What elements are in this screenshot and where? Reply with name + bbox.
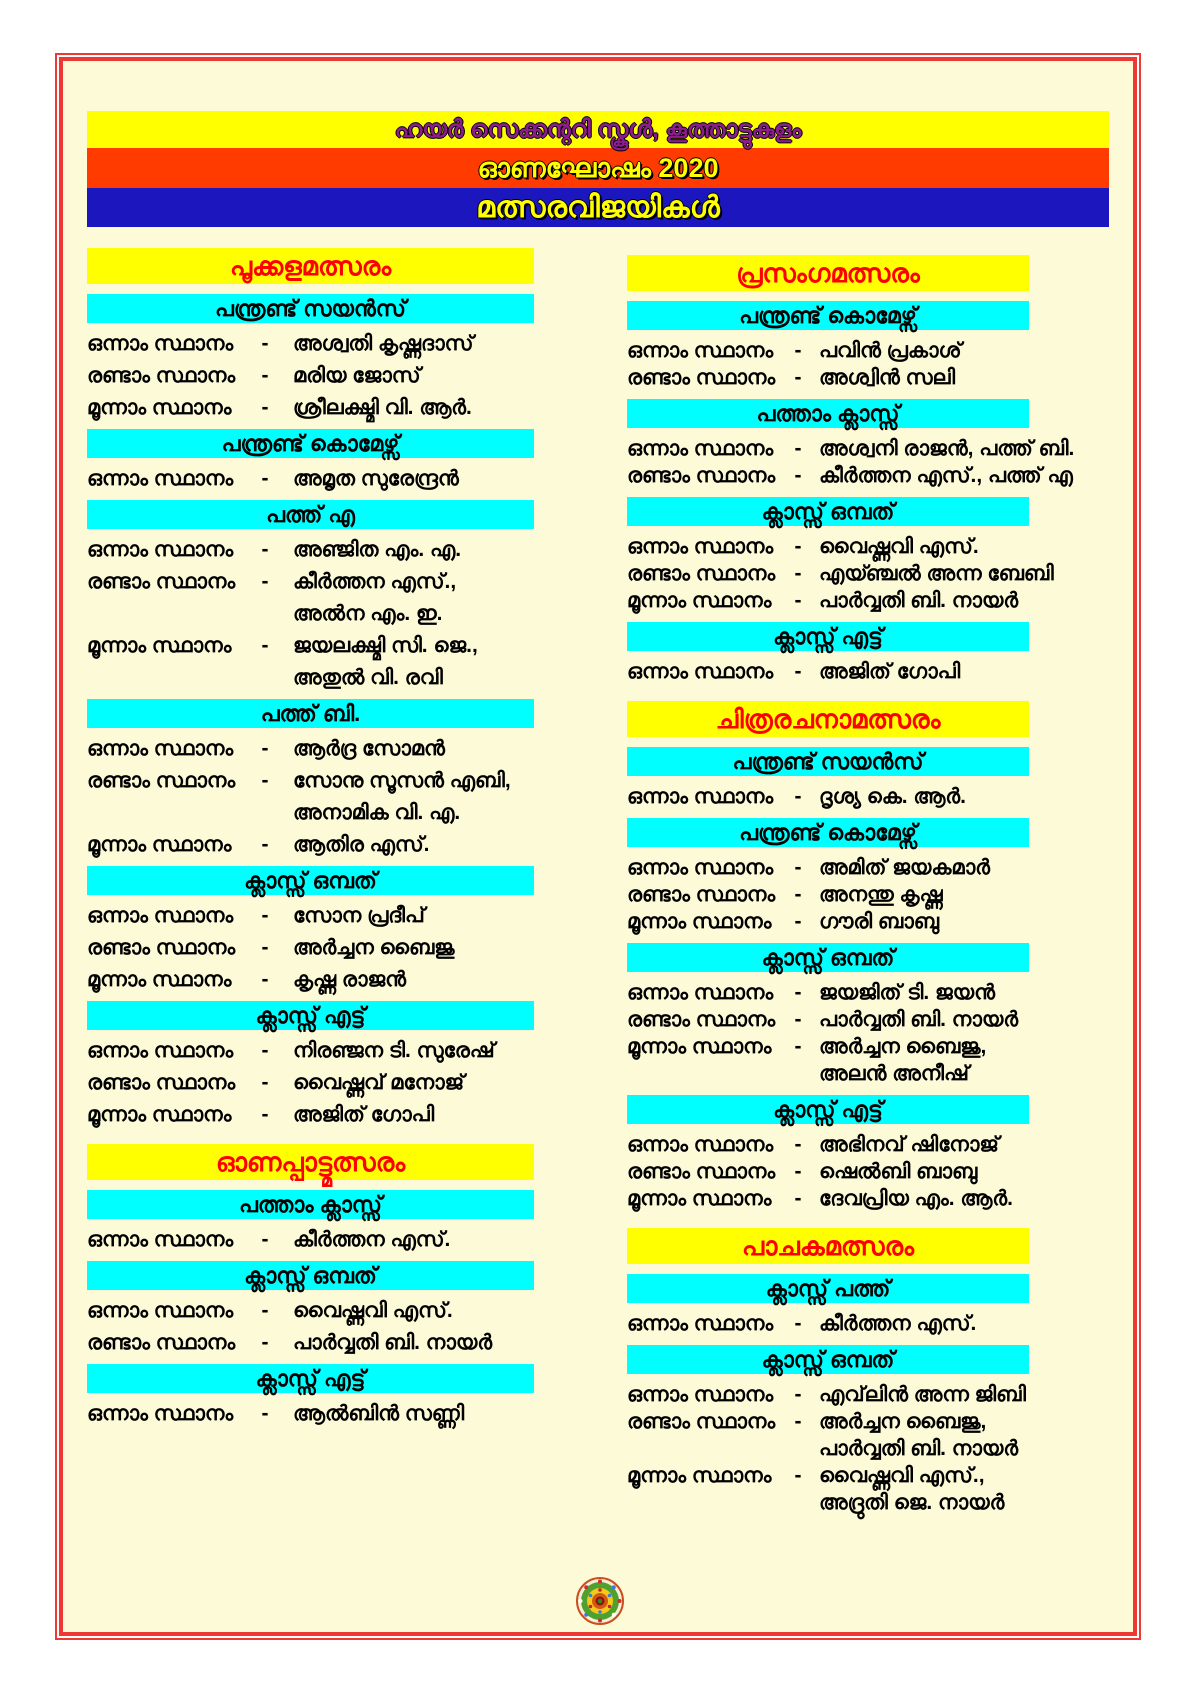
winner-names [819, 463, 1073, 489]
result-row [87, 466, 534, 492]
winner-name: വൈഷ്ണവി എസ്., [819, 1464, 985, 1487]
result-row [627, 784, 1029, 810]
result-row [627, 855, 1029, 881]
place-label: മൂന്നാം സ്ഥാനം [87, 833, 232, 856]
dash-separator: - [794, 1008, 802, 1031]
page-title-band [87, 188, 1109, 227]
place-label: രണ്ടാം സ്ഥാനം [627, 562, 776, 585]
place-label: രണ്ടാം സ്ഥാനം [627, 883, 776, 906]
dash-separator: - [794, 589, 802, 612]
dash-separator: - [794, 910, 802, 933]
place-label: ഒന്നാം സ്ഥാനം [627, 660, 774, 683]
winner-name: കൃഷ്ണ രാജൻ [293, 968, 407, 991]
class-group-header: ക്ലാസ്സ് ഒമ്പത് [627, 1345, 1029, 1374]
dash-separator: - [261, 1103, 269, 1126]
page-border [55, 53, 1141, 1640]
place-label: രണ്ടാം സ്ഥാനം [87, 364, 236, 387]
winner-names [819, 1159, 1029, 1185]
winner-names [293, 1038, 534, 1064]
result-row [87, 331, 534, 357]
winner-name: അലൻ അനീഷ് [819, 1062, 969, 1085]
dash-separator: - [794, 785, 802, 808]
class-group-header: പന്ത്രണ്ട് കൊമേഴ്സ് [627, 301, 1029, 330]
winner-names [819, 855, 1029, 881]
winner-name: വൈഷ്ണവി എസ്. [293, 1299, 453, 1322]
place-label: മൂന്നാം സ്ഥാനം [87, 1103, 232, 1126]
competition-section-title: പ്രസംഗമത്സരം [627, 255, 1029, 291]
winner-names [293, 1401, 534, 1427]
winner-names [819, 784, 1029, 810]
place-label: രണ്ടാം സ്ഥാനം [87, 1071, 236, 1094]
dash-separator: - [261, 904, 269, 927]
winner-name: അശ്വിൻ സലി [819, 366, 956, 389]
place-label: ഒന്നാം സ്ഥാനം [87, 1039, 234, 1062]
winner-names [293, 1227, 534, 1253]
place-label: മൂന്നാം സ്ഥാനം [87, 968, 232, 991]
result-row [627, 1463, 1029, 1516]
result-row [627, 980, 1029, 1006]
result-row [87, 1038, 534, 1064]
winner-names [293, 768, 534, 826]
dash-separator: - [261, 1039, 269, 1062]
winner-name: അദ്രുതി ജെ. നായർ [819, 1491, 1005, 1514]
competition-section-title: പാചകമത്സരം [627, 1228, 1029, 1264]
place-label: ഒന്നാം സ്ഥാനം [627, 437, 774, 460]
winner-name: ആർദ്ര സോമൻ [293, 737, 445, 760]
competition-section-title: ചിത്രരചനാമത്സരം [627, 701, 1029, 737]
page-title: മത്സരവിജയികൾ [476, 191, 720, 224]
winner-name: ആതിര എസ്. [293, 833, 430, 856]
place-label: മൂന്നാം സ്ഥാനം [87, 634, 232, 657]
class-group-header: പന്ത്രണ്ട് സയൻസ് [87, 294, 534, 323]
place-label: രണ്ടാം സ്ഥാനം [627, 1410, 776, 1433]
place-label: രണ്ടാം സ്ഥാനം [87, 769, 236, 792]
winner-names [293, 466, 534, 492]
winner-names [819, 588, 1029, 614]
winner-names [819, 1034, 1029, 1087]
winner-names [819, 1132, 1029, 1158]
winner-names [819, 1007, 1029, 1033]
dash-separator: - [794, 1035, 802, 1058]
result-row [87, 832, 534, 858]
place-label: ഒന്നാം സ്ഥാനം [627, 856, 774, 879]
class-group-header: ക്ലാസ്സ് ഒമ്പത് [87, 866, 534, 895]
dash-separator: - [794, 660, 802, 683]
winner-name: അജിത് ഗോപി [293, 1103, 435, 1126]
winner-name: അശ്വനി രാജൻ, പത്ത് ബി. [819, 437, 1075, 460]
winner-name: ശ്രീലക്ഷ്മി വി. ആർ. [293, 396, 472, 419]
winner-names [293, 331, 534, 357]
school-name-band [87, 111, 1109, 148]
place-label: ഒന്നാം സ്ഥാനം [87, 538, 234, 561]
dash-separator: - [794, 1160, 802, 1183]
winner-names [293, 569, 534, 627]
class-group-header: പന്ത്രണ്ട് സയൻസ് [627, 747, 1029, 776]
winner-names [819, 561, 1054, 587]
class-group-header: പത്ത് ബി. [87, 699, 534, 728]
class-group-header: പത്താം ക്ലാസ്സ് [87, 1190, 534, 1219]
winner-name: പാർവ്വതി ബി. നായർ [819, 1437, 1019, 1460]
winner-names [819, 882, 1029, 908]
winner-names [819, 659, 1029, 685]
winner-name: എയ്ഞ്ചൽ അന്ന ബേബി [819, 562, 1054, 585]
winner-name: പാർവ്വതി ബി. നായർ [819, 589, 1019, 612]
class-group-header: പത്ത് എ [87, 500, 534, 529]
result-row [627, 588, 1029, 614]
winner-name: ജയലക്ഷ്മി സി. ജെ., [293, 634, 478, 657]
dash-separator: - [794, 464, 802, 487]
place-label: രണ്ടാം സ്ഥാനം [627, 366, 776, 389]
class-group-header: ക്ലാസ്സ് എട്ട് [87, 1364, 534, 1393]
result-row [627, 436, 1075, 462]
place-label: ഒന്നാം സ്ഥാനം [627, 981, 774, 1004]
event-title-band [87, 148, 1109, 188]
result-row [627, 338, 1029, 364]
winner-names [819, 1409, 1029, 1462]
winner-names [819, 365, 1029, 391]
dash-separator: - [261, 1402, 269, 1425]
winner-name: അനന്തു കൃഷ്ണ [819, 883, 943, 906]
result-row [87, 736, 534, 762]
winner-name: പവിൻ പ്രകാശ് [819, 339, 962, 362]
result-row [627, 561, 1054, 587]
result-row [627, 365, 1029, 391]
winner-names [819, 909, 1029, 935]
dash-separator: - [261, 769, 269, 792]
dash-separator: - [794, 1383, 802, 1406]
class-group-header: ക്ലാസ്സ് ഒമ്പത് [627, 497, 1029, 526]
poster-page [59, 57, 1137, 1636]
result-row [627, 882, 1029, 908]
place-label: ഒന്നാം സ്ഥാനം [627, 1133, 774, 1156]
winner-names [819, 338, 1029, 364]
result-row [627, 534, 1029, 560]
dash-separator: - [261, 1299, 269, 1322]
result-row [627, 1409, 1029, 1462]
winner-name: ഷെൽബി ബാബു [819, 1160, 978, 1183]
winner-names [293, 967, 534, 993]
place-label: രണ്ടാം സ്ഥാനം [627, 464, 776, 487]
dash-separator: - [794, 1312, 802, 1335]
winner-names [293, 633, 534, 691]
winner-name: മരിയ ജോസ് [293, 364, 421, 387]
dash-separator: - [261, 833, 269, 856]
winner-names [819, 980, 1029, 1006]
result-row [87, 1102, 534, 1128]
dash-separator: - [261, 936, 269, 959]
dash-separator: - [261, 1071, 269, 1094]
dash-separator: - [261, 467, 269, 490]
winner-name: അർച്ചന ബൈജു, [819, 1410, 987, 1433]
dash-separator: - [261, 634, 269, 657]
winner-name: അശ്വതി കൃഷ്ണദാസ് [293, 332, 474, 355]
winner-name: ജയജിത് ടി. ജയൻ [819, 981, 996, 1004]
dash-separator: - [261, 737, 269, 760]
place-label: ഒന്നാം സ്ഥാനം [87, 904, 234, 927]
left-column [87, 248, 534, 1433]
winner-names [819, 1463, 1029, 1516]
result-row [87, 967, 534, 993]
result-row [87, 395, 534, 421]
dash-separator: - [794, 1187, 802, 1210]
winner-name: സോന പ്രദീപ് [293, 904, 425, 927]
place-label: മൂന്നാം സ്ഥാനം [627, 1187, 772, 1210]
result-row [87, 1227, 534, 1253]
result-row [87, 903, 534, 929]
dash-separator: - [261, 968, 269, 991]
dash-separator: - [794, 1464, 802, 1487]
winner-names [293, 1070, 534, 1096]
result-row [627, 1382, 1029, 1408]
place-label: രണ്ടാം സ്ഥാനം [627, 1160, 776, 1183]
winner-name: അനാമിക വി. എ. [293, 801, 461, 824]
dash-separator: - [794, 339, 802, 362]
place-label: ഒന്നാം സ്ഥാനം [627, 1312, 774, 1335]
winner-name: അമൃത സുരേന്ദ്രൻ [293, 467, 459, 490]
winner-names [819, 534, 1029, 560]
winner-names [293, 1102, 534, 1128]
winner-name: അമിത് ജയകമാർ [819, 856, 990, 879]
dash-separator: - [261, 570, 269, 593]
dash-separator: - [794, 1410, 802, 1433]
place-label: രണ്ടാം സ്ഥാനം [627, 1008, 776, 1031]
winner-name: പാർവ്വതി ബി. നായർ [819, 1008, 1019, 1031]
result-row [627, 659, 1029, 685]
class-group-header: ക്ലാസ്സ് ഒമ്പത് [87, 1261, 534, 1290]
winner-names [293, 1330, 534, 1356]
result-row [87, 935, 534, 961]
result-row [627, 1007, 1029, 1033]
winner-name: അജിത് ഗോപി [819, 660, 961, 683]
winner-name: സോനു സൂസൻ എബി, [293, 769, 511, 792]
result-row [627, 1186, 1029, 1212]
winner-names [293, 1298, 534, 1324]
right-column [627, 255, 1075, 1517]
place-label: മൂന്നാം സ്ഥാനം [627, 589, 772, 612]
result-row [627, 1132, 1029, 1158]
winner-names [819, 1382, 1029, 1408]
place-label: രണ്ടാം സ്ഥാനം [87, 570, 236, 593]
winner-name: നിരഞ്ജന ടി. സുരേഷ് [293, 1039, 495, 1062]
place-label: ഒന്നാം സ്ഥാനം [627, 1383, 774, 1406]
result-row [627, 1159, 1029, 1185]
place-label: ഒന്നാം സ്ഥാനം [627, 535, 774, 558]
place-label: രണ്ടാം സ്ഥാനം [87, 936, 236, 959]
result-row [87, 1298, 534, 1324]
winner-name: വൈഷ്ണവി എസ്. [819, 535, 979, 558]
dash-separator: - [794, 1133, 802, 1156]
result-row [87, 1070, 534, 1096]
result-row [627, 909, 1029, 935]
winner-name: കീർത്തന എസ്. [819, 1312, 977, 1335]
dash-separator: - [261, 364, 269, 387]
place-label: ഒന്നാം സ്ഥാനം [627, 785, 774, 808]
dash-separator: - [794, 535, 802, 558]
place-label: മൂന്നാം സ്ഥാനം [627, 1035, 772, 1058]
result-row [87, 569, 534, 627]
place-label: ഒന്നാം സ്ഥാനം [87, 1299, 234, 1322]
winner-name: അൽന എം. ഇ. [293, 602, 443, 625]
result-row [627, 463, 1073, 489]
class-group-header: ക്ലാസ്സ് എട്ട് [87, 1001, 534, 1030]
winner-name: ദേവപ്രിയ എം. ആർ. [819, 1187, 1013, 1210]
winner-names [293, 935, 534, 961]
dash-separator: - [261, 1331, 269, 1354]
winner-name: വൈഷ്ണവ് മനോജ് [293, 1071, 465, 1094]
dash-separator: - [261, 1228, 269, 1251]
result-row [87, 1401, 534, 1427]
place-label: ഒന്നാം സ്ഥാനം [87, 1228, 234, 1251]
class-group-header: ക്ലാസ്സ് എട്ട് [627, 622, 1029, 651]
winner-names [293, 537, 534, 563]
winner-name: അർച്ചന ബൈജു, [819, 1035, 987, 1058]
dash-separator: - [794, 856, 802, 879]
result-row [627, 1311, 1029, 1337]
winner-names [293, 363, 534, 389]
class-group-header: ക്ലാസ്സ് എട്ട് [627, 1095, 1029, 1124]
place-label: ഒന്നാം സ്ഥാനം [87, 332, 234, 355]
dash-separator: - [794, 437, 802, 460]
place-label: മൂന്നാം സ്ഥാനം [627, 910, 772, 933]
winner-names [293, 736, 534, 762]
winner-name: പാർവ്വതി ബി. നായർ [293, 1331, 493, 1354]
competition-section-title: ഓണപ്പാട്ട്മത്സരം [87, 1144, 534, 1180]
winner-name: ആൽബിൻ സണ്ണി [293, 1402, 465, 1425]
winner-names [293, 832, 534, 858]
winner-name: അർച്ചന ബൈജു [293, 936, 455, 959]
place-label: ഒന്നാം സ്ഥാനം [87, 467, 234, 490]
result-row [87, 363, 534, 389]
winner-name: എവ്‌ലിൻ അന്ന ജിബി [819, 1383, 1026, 1406]
winner-names [293, 903, 534, 929]
result-row [87, 633, 534, 691]
winner-name: കീർത്തന എസ്., പത്ത് എ [819, 464, 1073, 487]
school-name: ഹയർ സെക്കന്ററി സ്കൂൾ, കൂത്താട്ടുകുളം [394, 116, 802, 143]
place-label: ഒന്നാം സ്ഥാനം [627, 339, 774, 362]
result-row [87, 768, 534, 826]
class-group-header: ക്ലാസ്സ് പത്ത് [627, 1274, 1029, 1303]
dash-separator: - [261, 538, 269, 561]
class-group-header: പന്ത്രണ്ട് കൊമേഴ്സ് [87, 429, 534, 458]
event-title: ഓണഘോഷം 2020 [477, 153, 719, 183]
result-row [87, 537, 534, 563]
place-label: ഒന്നാം സ്ഥാനം [87, 1402, 234, 1425]
place-label: ഒന്നാം സ്ഥാനം [87, 737, 234, 760]
dash-separator: - [794, 562, 802, 585]
place-label: മൂന്നാം സ്ഥാനം [87, 396, 232, 419]
competition-section-title: പൂക്കളമത്സരം [87, 248, 534, 284]
winner-name: അതുൽ വി. രവി [293, 666, 443, 689]
class-group-header: ക്ലാസ്സ് ഒമ്പത് [627, 943, 1029, 972]
result-row [627, 1034, 1029, 1087]
winner-name: ഗൗരി ബാബു [819, 910, 940, 933]
winner-names [819, 1186, 1029, 1212]
class-group-header: പത്താം ക്ലാസ്സ് [627, 399, 1029, 428]
winner-name: കീർത്തന എസ്. [293, 1228, 451, 1251]
dash-separator: - [261, 396, 269, 419]
place-label: മൂന്നാം സ്ഥാനം [627, 1464, 772, 1487]
pookalam-flower-icon [576, 1577, 624, 1625]
place-label: രണ്ടാം സ്ഥാനം [87, 1331, 236, 1354]
dash-separator: - [794, 981, 802, 1004]
winner-names [819, 436, 1075, 462]
dash-separator: - [261, 332, 269, 355]
winner-names [293, 395, 534, 421]
class-group-header: പന്ത്രണ്ട് കൊമേഴ്സ് [627, 818, 1029, 847]
dash-separator: - [794, 883, 802, 906]
winner-name: അഞ്ജിത എം. എ. [293, 538, 462, 561]
winner-name: ദൃശ്യ കെ. ആർ. [819, 785, 966, 808]
winner-name: അഭിനവ് ഷിനോജ് [819, 1133, 999, 1156]
dash-separator: - [794, 366, 802, 389]
winner-name: കീർത്തന എസ്., [293, 570, 457, 593]
result-row [87, 1330, 534, 1356]
winner-names [819, 1311, 1029, 1337]
poster-header [87, 111, 1109, 227]
